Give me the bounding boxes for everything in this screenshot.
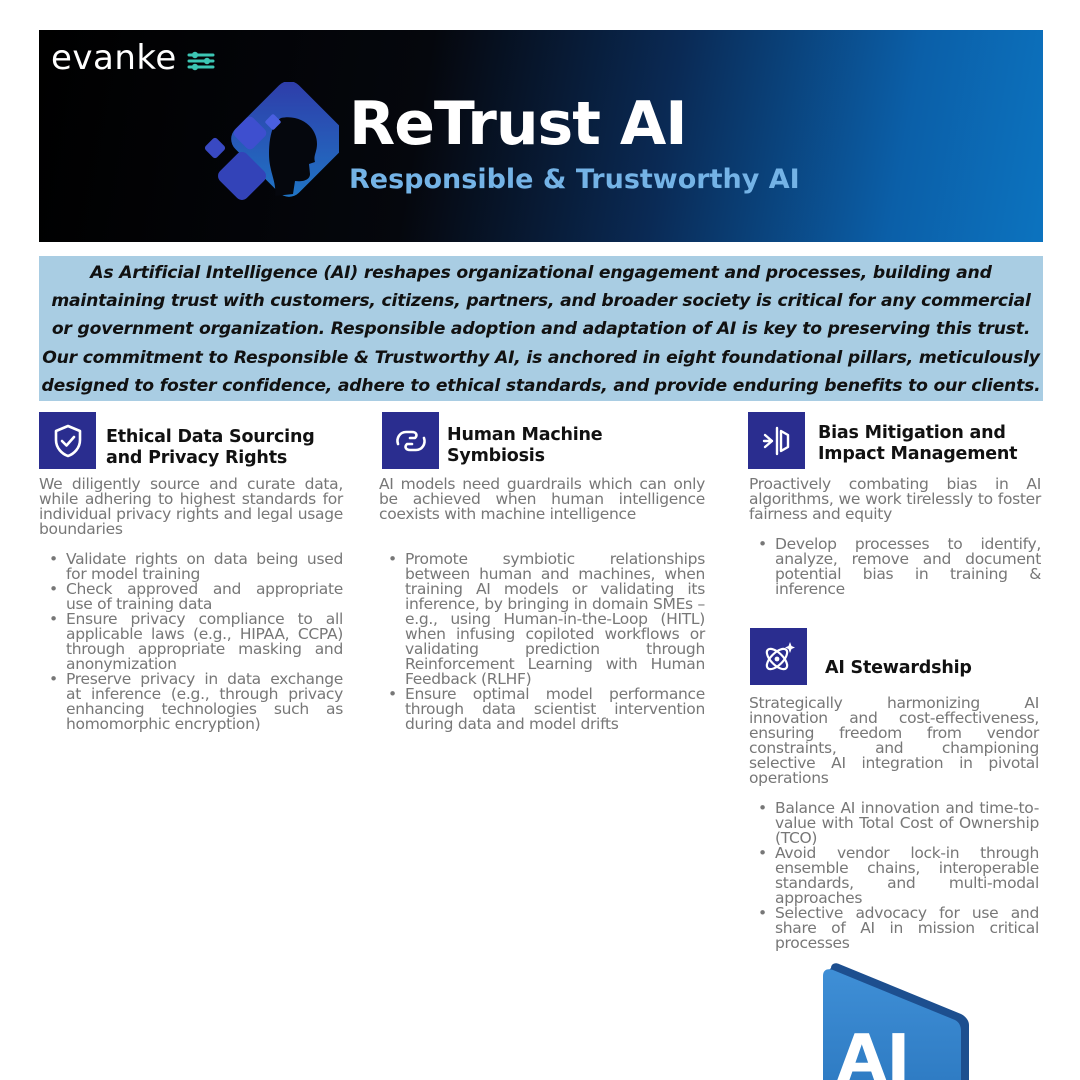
section-desc-stewardship: Strategically harmonizing AI innovation and cost-effectiveness, ensuring freedom from vendor constraints, and championing selective AI integration in pivotal operations — [749, 694, 1039, 787]
ai-cube-icon — [815, 962, 975, 1080]
intro-box — [39, 256, 1043, 401]
section-title-ethical: Ethical Data Sourcing and Privacy Rights — [106, 427, 315, 468]
handshake-icon — [382, 412, 439, 469]
list-item: • Validate rights on data being used for model training — [41, 552, 343, 582]
list-item: • Ensure privacy compliance to all applicable laws (e.g., HIPAA, CCPA) through appropriate masking and anonymization — [41, 612, 343, 672]
atom-sparkle-icon — [750, 628, 807, 685]
intro-text: As Artificial Intelligence (AI) reshapes organizational engagement and processes, building and maintaining trust with customers, citizens, partners, and broader society is critical for any commercial or government organization. Responsible adoption and adaptation of AI is key to preserving this trust. Our commitment to Responsible & Trustworthy AI, is anchored in eight foundational pillars, meticulously designed to foster confidence, adhere to ethical standards, and provide enduring benefits to our clients. — [41, 263, 1041, 396]
section-desc-human: AI models need guardrails which can only be achieved when human intelligence coexists with machine intelligence — [379, 475, 705, 523]
section-bullets-bias — [750, 537, 1041, 597]
page-subtitle: Responsible & Trustworthy AI — [349, 164, 800, 195]
section-desc-bias: Proactively combating bias in AI algorithms, we work tirelessly to foster fairness and equity — [749, 475, 1041, 523]
list-item: • Develop processes to identify, analyze, remove and document potential bias in training & inference — [750, 537, 1041, 597]
list-item: • Avoid vendor lock-in through ensemble chains, interoperable standards, and multi-modal approaches — [750, 846, 1039, 906]
list-item: • Selective advocacy for use and share of AI in mission critical processes — [750, 906, 1039, 951]
logo-mark-icon — [187, 51, 215, 71]
list-item: • Promote symbiotic relationships between human and machines, when training AI models or validating its inference, by bringing in domain SMEs – e.g., using Human-in-the-Loop (HITL) when infusing copiloted workflows or validating prediction through Reinforcement Learning with Human Feedback (RLHF) — [380, 552, 705, 687]
section-bullets-ethical — [41, 552, 343, 732]
page-title: ReTrust AI — [349, 89, 687, 159]
section-bullets-stewardship — [750, 801, 1039, 951]
ai-cube-label: AI — [837, 1022, 911, 1080]
section-bullets-human — [380, 552, 705, 732]
shield-check-icon — [39, 412, 96, 469]
list-item: • Balance AI innovation and time-to-value with Total Cost of Ownership (TCO) — [750, 801, 1039, 846]
section-title-stewardship: AI Stewardship — [825, 658, 972, 678]
ai-head-icon — [189, 82, 339, 222]
bias-balance-icon — [748, 412, 805, 469]
list-item: • Check approved and appropriate use of training data — [41, 582, 343, 612]
section-desc-ethical: We diligently source and curate data, while adhering to highest standards for individual privacy rights and legal usage boundaries — [39, 475, 343, 538]
header-banner — [39, 30, 1043, 242]
list-item: • Ensure optimal model performance through data scientist intervention during data and model drifts — [380, 687, 705, 732]
list-item: • Preserve privacy in data exchange at inference (e.g., through privacy enhancing technologies such as homomorphic encryption) — [41, 672, 343, 732]
section-title-human: Human Machine Symbiosis — [447, 425, 603, 466]
section-title-bias: Bias Mitigation and Impact Management — [818, 423, 1018, 464]
evanke-logo: evanke — [51, 38, 177, 78]
